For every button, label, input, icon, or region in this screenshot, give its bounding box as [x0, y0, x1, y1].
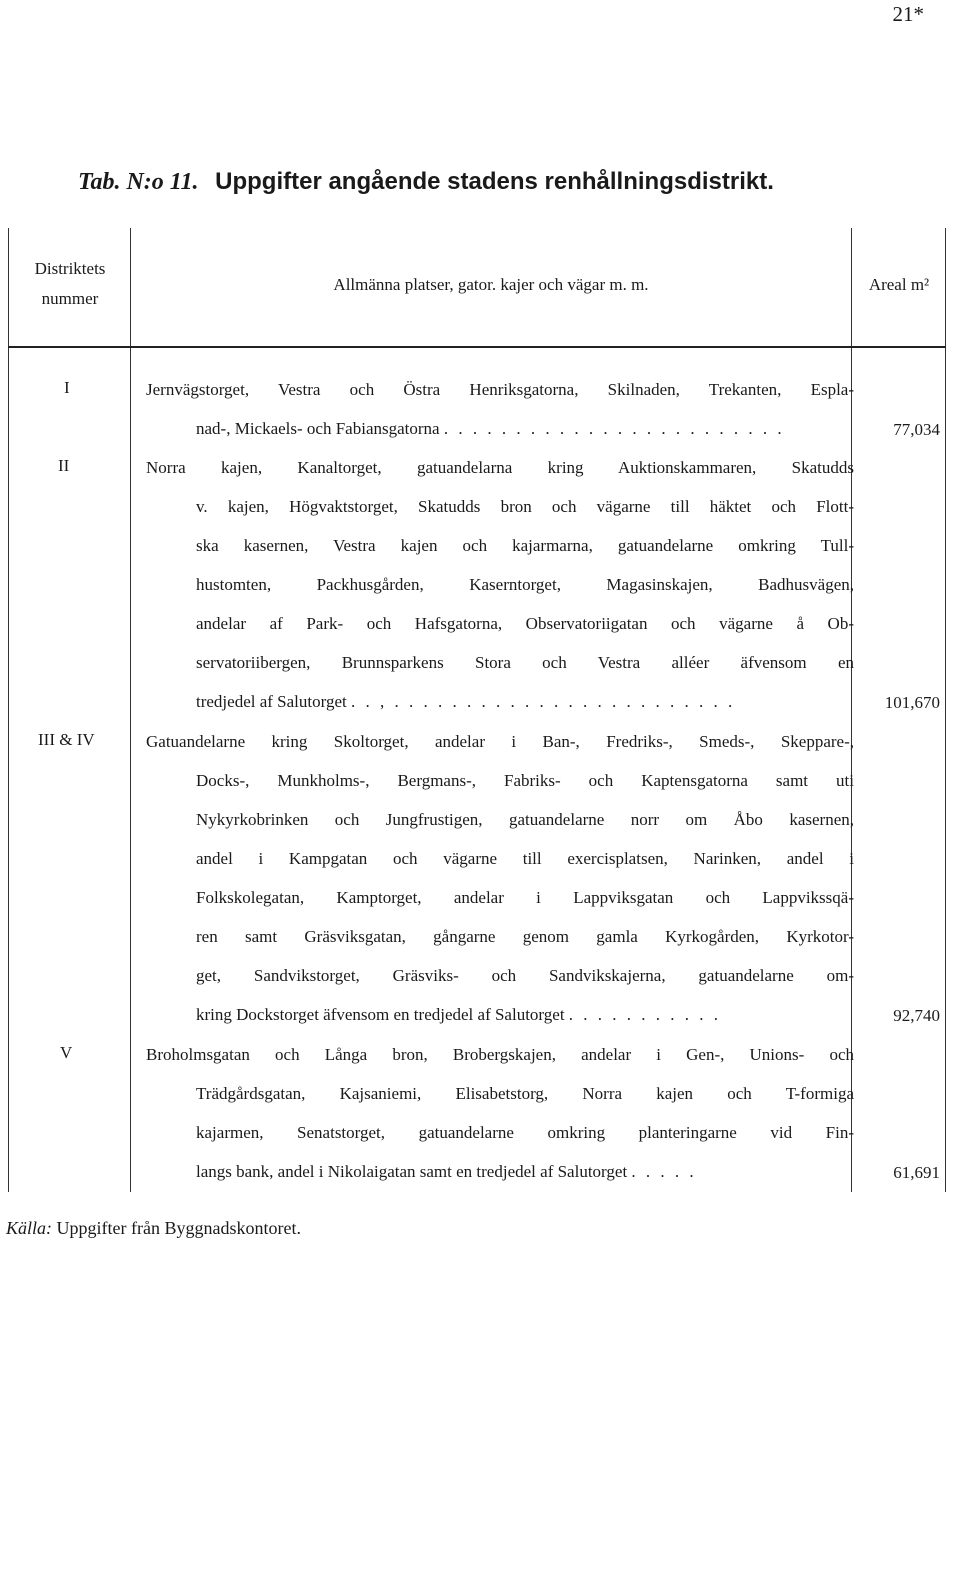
- column-rule-1: [130, 228, 131, 1192]
- dot-leader: . . . . . . . . . . .: [568, 1005, 722, 1024]
- header-places: Allmänna platser, gator. kajer och vägar m. m.: [333, 275, 649, 294]
- area-value: 101,670: [884, 693, 940, 712]
- description-line: Docks-, Munkholms-, Bergmans-, Fabriks- och Kaptensgatorna samt uti: [196, 771, 854, 790]
- header-rule: [8, 346, 946, 348]
- description-line-last: [196, 1152, 854, 1191]
- description-line-last: [196, 682, 854, 721]
- header-district-line1: Distriktets: [34, 259, 106, 278]
- area-value: 61,691: [893, 1163, 940, 1182]
- description-line: ren samt Gräsviksgatan, gångarne genom gamla Kyrkogården, Kyrkotor-: [196, 927, 854, 946]
- description-line: Gatuandelarne kring Skoltorget, andelar i Ban-, Fredriks-, Smeds-, Skeppare-,: [146, 732, 854, 751]
- description-line-last: [196, 409, 854, 448]
- description-line: ska kasernen, Vestra kajen och kajarmarna, gatuandelarne omkring Tull-: [196, 536, 854, 555]
- description-line-last: [196, 995, 854, 1034]
- district-number: II: [58, 456, 70, 475]
- header-area: Areal m²: [868, 275, 930, 294]
- area-value: 92,740: [893, 1006, 940, 1025]
- dot-leader: . . . . . . . . . . . . . . . . . . . . . . . .: [443, 419, 785, 438]
- description-line: Folkskolegatan, Kamptorget, andelar i Lappviksgatan och Lappvikssqä-: [196, 888, 854, 907]
- source-label: Källa:: [6, 1218, 53, 1238]
- source-note: [6, 1218, 301, 1239]
- dot-leader: . . . . .: [631, 1162, 697, 1181]
- description-line: Trädgårdsgatan, Kajsaniemi, Elisabetstorg, Norra kajen och T-formiga: [196, 1084, 854, 1103]
- table-title-text: Uppgifter angående stadens renhållningsdistrikt.: [215, 168, 774, 195]
- description-text: tredjedel af Salutorget: [196, 692, 347, 711]
- description-line: kajarmen, Senatstorget, gatuandelarne omkring planteringarne vid Fin-: [196, 1123, 854, 1142]
- description-line: hustomten, Packhusgården, Kaserntorget, Magasinskajen, Badhusvägen,: [196, 575, 854, 594]
- description-text: kring Dockstorget äfvensom en tredjedel af Salutorget: [196, 1005, 565, 1024]
- table-title: [78, 168, 774, 196]
- description-text: nad-, Mickaels- och Fabiansgatorna: [196, 419, 440, 438]
- description-line: Broholmsgatan och Långa bron, Brobergskajen, andelar i Gen-, Unions- och: [146, 1045, 854, 1064]
- description-line: andelar af Park- och Hafsgatorna, Observatoriigatan och vägarne å Ob-: [196, 614, 854, 633]
- dot-leader: . . , . . . . . . . . . . . . . . . . . . . . . . . .: [351, 692, 736, 711]
- page-number: 21*: [892, 2, 924, 26]
- district-number: III & IV: [38, 730, 95, 749]
- area-value: 77,034: [893, 420, 940, 439]
- description-line: get, Sandvikstorget, Gräsviks- och Sandvikskajerna, gatuandelarne om-: [196, 966, 854, 985]
- district-number: I: [64, 378, 70, 397]
- description-line: Nykyrkobrinken och Jungfrustigen, gatuandelarne norr om Åbo kasernen,: [196, 810, 854, 829]
- source-text: Uppgifter från Byggnadskontoret.: [56, 1218, 301, 1238]
- description-line: v. kajen, Högvaktstorget, Skatudds bron och vägarne till häktet och Flott-: [196, 497, 854, 516]
- column-rule-right: [945, 228, 946, 1192]
- description-line: Norra kajen, Kanaltorget, gatuandelarna kring Auktionskammaren, Skatudds: [146, 458, 854, 477]
- description-text: langs bank, andel i Nikolaigatan samt en tredjedel af Salutorget: [196, 1162, 628, 1181]
- table-number: Tab. N:o 11.: [78, 169, 199, 195]
- description-line: Jernvägstorget, Vestra och Östra Henriksgatorna, Skilnaden, Trekanten, Espla-: [146, 380, 854, 399]
- district-number: V: [60, 1043, 73, 1062]
- header-district: [12, 254, 128, 314]
- description-line: servatoriibergen, Brunnsparkens Stora och Vestra alléer äfvensom en: [196, 653, 854, 672]
- column-rule-left: [8, 228, 9, 1192]
- district-table: [8, 228, 946, 1192]
- header-district-line2: nummer: [41, 289, 99, 308]
- description-line: andel i Kampgatan och vägarne till exercisplatsen, Narinken, andel i: [196, 849, 854, 868]
